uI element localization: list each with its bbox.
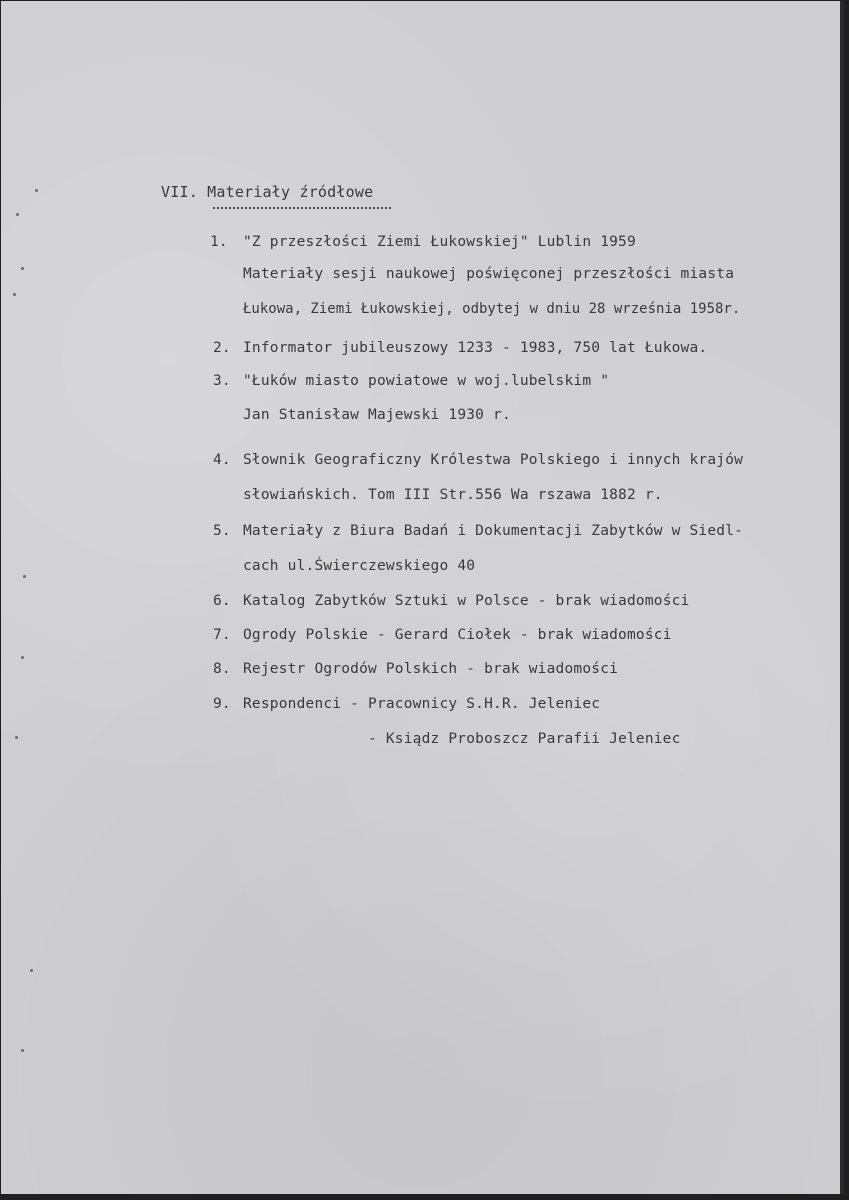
item-number: 9. <box>213 696 231 712</box>
document-page <box>1 1 844 1194</box>
item-line: Informator jubileuszowy 1233 - 1983, 750 lat Łukowa. <box>243 340 708 356</box>
item-line: "Łuków miasto powiatowe w woj.lubelskim " <box>243 373 610 389</box>
item-number: 2. <box>213 340 231 356</box>
binder-mark <box>21 656 24 659</box>
item-line: Respondenci - Pracownicy S.H.R. Jeleniec <box>243 696 601 712</box>
binder-mark <box>23 575 26 578</box>
item-number: 8. <box>213 661 231 677</box>
item-line: Materiały sesji naukowej poświęconej przeszłości miasta <box>243 266 735 282</box>
item-line: Łukowa, Ziemi Łukowskiej, odbytej w dniu 28 września 1958r. <box>243 301 741 317</box>
item-number: 6. <box>213 593 231 609</box>
item-number: 4. <box>213 452 231 468</box>
item-line: cach ul.Świerczewskiego 40 <box>243 558 476 574</box>
heading-underline <box>213 207 391 209</box>
binder-mark <box>15 736 18 739</box>
item-number: 7. <box>213 627 231 643</box>
item-line: "Z przeszłości Ziemi Łukowskiej" Lublin 1959 <box>243 234 636 250</box>
item-line: Ogrody Polskie - Gerard Ciołek - brak wiadomości <box>243 627 672 643</box>
item-line: Katalog Zabytków Sztuki w Polsce - brak wiadomości <box>243 593 690 609</box>
item-line: Słownik Geograficzny Królestwa Polskiego i innych krajów <box>243 452 744 468</box>
item-line: Jan Stanisław Majewski 1930 r. <box>243 407 511 423</box>
binder-mark <box>13 293 16 296</box>
section-heading: VII. Materiały źródłowe <box>161 183 374 201</box>
binder-mark <box>30 969 33 972</box>
item-line: Rejestr Ogrodów Polskich - brak wiadomości <box>243 661 619 677</box>
item-number: 5. <box>213 523 231 539</box>
item-line: Materiały z Biura Badań i Dokumentacji Zabytków w Siedl- <box>243 523 744 539</box>
item-line: słowiańskich. Tom III Str.556 Wa rszawa 1882 r. <box>243 487 663 503</box>
binder-mark <box>21 267 24 270</box>
item-line: - Ksiądz Proboszcz Parafii Jeleniec <box>368 731 681 747</box>
binder-mark <box>21 1049 24 1052</box>
binder-mark <box>35 189 38 192</box>
item-number: 3. <box>213 373 231 389</box>
item-number: 1. <box>210 234 228 250</box>
binder-mark <box>16 213 19 216</box>
